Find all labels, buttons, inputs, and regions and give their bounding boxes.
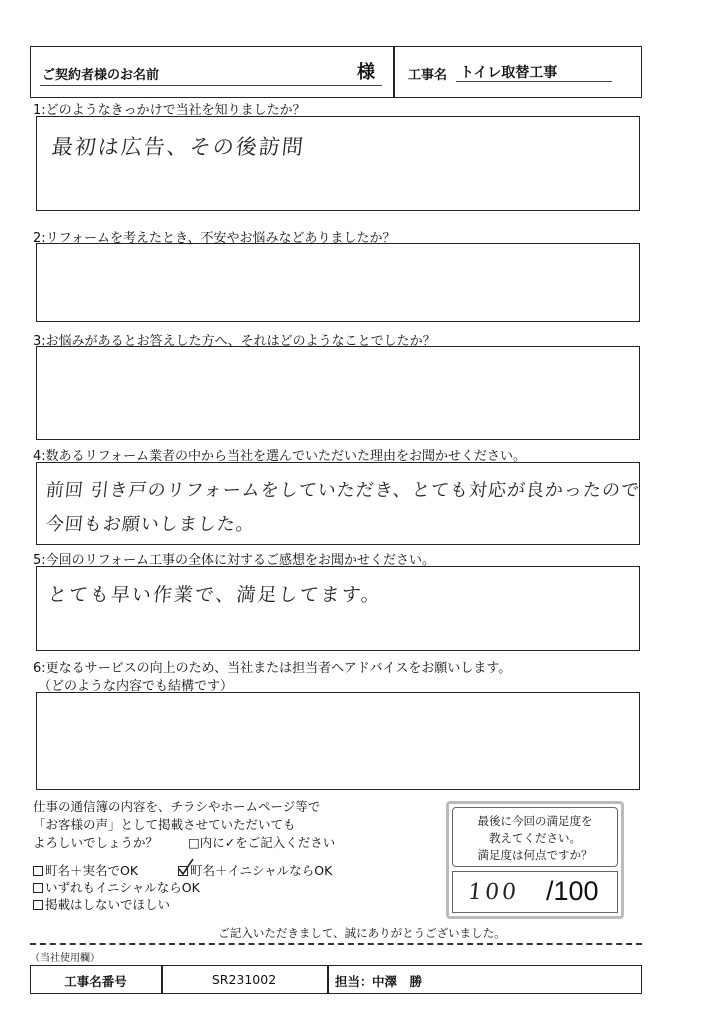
work-number-value: SR231002 [211,972,277,987]
answer-box-3 [36,346,640,440]
consent-line-2: 「お客様の声」として掲載させていただいても [33,817,296,832]
thanks-message: ご記入いただきまして、誠にありがとうございました。 [218,926,506,940]
score-out-of: /100 [546,876,599,906]
checkbox-town-realname[interactable] [33,866,43,876]
option-town-initial-label: 町名＋イニシャルならOK [190,863,333,878]
consent-line-3: よろしいでしょうか？ [33,835,159,850]
question-6-sublabel: （どのような内容でも結構です） [38,679,234,694]
option-town-initial[interactable] [178,861,332,879]
question-4-label: 4:数あるリフォーム業者の中から当社を選んでいただいた理由をお聞かせください。 [33,449,527,464]
satisfaction-line-3: 満足度は何点ですか？ [477,848,593,862]
option-town-realname-label: 町名＋実名でOK [45,863,139,878]
work-name-value: トイレ取替工事 [460,65,558,81]
consent-line-1: 仕事の通信簿の内容を、チラシやホームページ等で [33,799,321,814]
office-divider-2 [327,965,329,994]
checkmark-icon [177,858,195,876]
checkbox-all-initial[interactable] [33,883,43,893]
question-2-label: 2:リフォームを考えたとき、不安やお悩みなどありましたか？ [33,231,396,246]
satisfaction-line-2: 教えてください。 [489,831,581,845]
question-1-label: 1:どのようなきっかけで当社を知りましたか？ [33,103,306,118]
answer-box-2 [36,243,640,322]
option-no-publish[interactable] [33,895,170,913]
work-name-underline [456,81,612,82]
checkbox-no-publish[interactable] [33,900,43,910]
work-name-label: 工事名 [408,68,448,83]
staff-label: 担当： [335,974,373,989]
header-divider [393,46,395,98]
answer-5-line-1: とても早い作業で、満足してます。 [46,584,384,606]
work-number-label: 工事名番号 [64,974,127,989]
answer-4-line-1: 前回 引き戸のリフォームをしていただき、とても対応が良かったので [44,480,642,501]
contract-name-label: ご契約者様のお名前 [42,68,160,83]
staff-name: 中澤 勝 [372,974,423,989]
contract-name-underline [40,85,382,86]
answer-4-line-2: 今回もお願いしました。 [44,514,256,535]
question-5-label: 5:今回のリフォーム工事の全体に対するご感想をお聞かせください。 [33,553,436,568]
score-value: 100 [466,880,521,905]
option-all-initial[interactable] [33,878,200,896]
question-3-label: 3:お悩みがあるとお答えした方へ、それはどのようなことでしたか？ [33,334,436,349]
dashed-divider [30,943,642,945]
consent-instruction: □内に✓をご記入ください [188,835,336,850]
answer-1-line-1: 最初は広告、その後訪問 [50,135,307,159]
answer-box-5 [36,566,640,651]
option-town-realname[interactable] [33,861,138,879]
question-6-label: 6:更なるサービスの向上のため、当社または担当者へアドバイスをお願いします。 [33,661,512,676]
checkbox-town-initial[interactable] [178,866,188,876]
option-all-initial-label: いずれもイニシャルならOK [45,880,200,895]
satisfaction-line-1: 最後に今回の満足度を [477,814,593,828]
option-no-publish-label: 掲載はしないでほしい [45,897,171,912]
answer-box-6 [36,692,640,790]
sama-label: 様 [357,62,375,83]
office-use-label: （当社使用欄） [30,953,100,964]
